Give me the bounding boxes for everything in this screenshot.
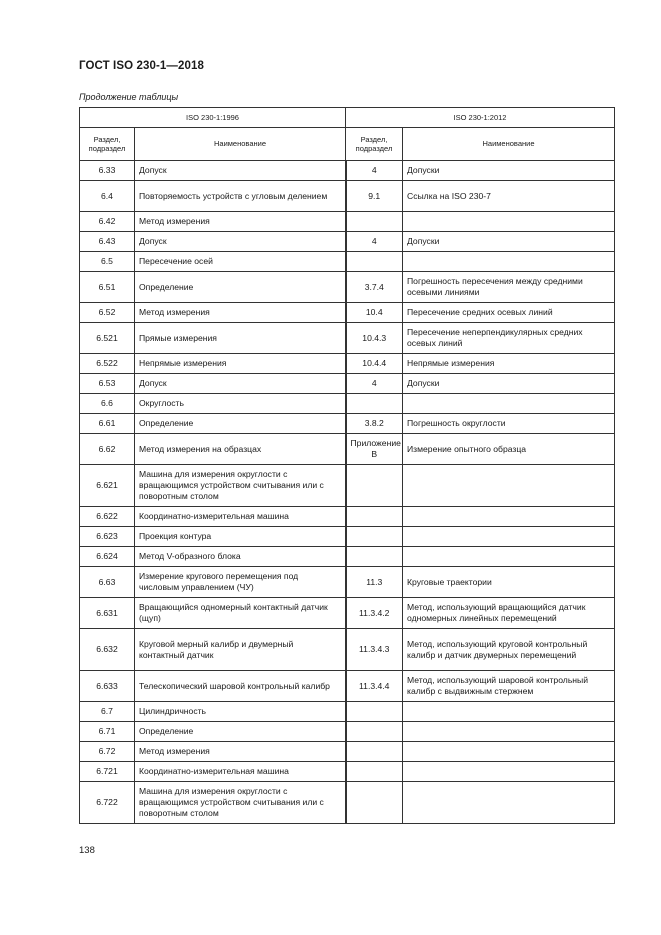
- group-header-2012: ISO 230-1:2012: [346, 108, 615, 128]
- cell-name-1996: Определение: [135, 722, 346, 742]
- cell-name-1996: Метод V-образного блока: [135, 547, 346, 567]
- cell-section-1996: 6.624: [80, 547, 135, 567]
- cell-name-1996: Измерение кругового перемещения под числовым управлением (ЧУ): [135, 567, 346, 598]
- column-header-section-1996: Раздел, подраздел: [80, 128, 135, 161]
- cell-section-1996: 6.622: [80, 507, 135, 527]
- cell-section-2012: 10.4: [346, 303, 403, 323]
- cell-name-2012: [403, 702, 615, 722]
- cell-name-2012: Непрямые измерения: [403, 354, 615, 374]
- table-row: [80, 161, 615, 181]
- cell-section-2012: 3.8.2: [346, 414, 403, 434]
- cell-name-1996: Круговой мерный калибр и двумерный контактный датчик: [135, 629, 346, 671]
- cell-name-2012: [403, 782, 615, 824]
- table-row: [80, 465, 615, 507]
- cell-section-1996: 6.632: [80, 629, 135, 671]
- table-row: [80, 212, 615, 232]
- cell-name-1996: Метод измерения: [135, 212, 346, 232]
- cell-name-2012: [403, 762, 615, 782]
- cell-section-2012: [346, 507, 403, 527]
- table-row: [80, 232, 615, 252]
- group-header-1996: ISO 230-1:1996: [80, 108, 346, 128]
- cell-section-1996: 6.621: [80, 465, 135, 507]
- table-row: [80, 671, 615, 702]
- cell-section-2012: 11.3.4.4: [346, 671, 403, 702]
- table-row: [80, 762, 615, 782]
- cell-section-2012: 3.7.4: [346, 272, 403, 303]
- cell-section-2012: 11.3.4.3: [346, 629, 403, 671]
- cell-name-1996: Машина для измерения округлости с вращающимся устройством считывания или с поворотным столом: [135, 782, 346, 824]
- cell-section-2012: [346, 702, 403, 722]
- cell-section-2012: [346, 722, 403, 742]
- cell-section-2012: [346, 252, 403, 272]
- table-row: [80, 782, 615, 824]
- column-header-section-2012: Раздел, подраздел: [346, 128, 403, 161]
- table-row: [80, 323, 615, 354]
- cell-name-1996: Координатно-измерительная машина: [135, 507, 346, 527]
- page-number: 138: [79, 845, 95, 856]
- table-row: [80, 598, 615, 629]
- cell-name-1996: Прямые измерения: [135, 323, 346, 354]
- cell-name-2012: [403, 722, 615, 742]
- cell-name-1996: Допуск: [135, 232, 346, 252]
- cell-section-1996: 6.7: [80, 702, 135, 722]
- cell-name-1996: Метод измерения: [135, 742, 346, 762]
- cell-name-1996: Машина для измерения округлости с вращающимся устройством считывания или с поворотным столом: [135, 465, 346, 507]
- table-row: [80, 567, 615, 598]
- cell-section-1996: 6.62: [80, 434, 135, 465]
- cell-section-2012: [346, 394, 403, 414]
- cell-name-2012: Допуски: [403, 161, 615, 181]
- cell-name-1996: Определение: [135, 272, 346, 303]
- cell-name-2012: [403, 252, 615, 272]
- cell-section-2012: [346, 782, 403, 824]
- cell-name-2012: Погрешность округлости: [403, 414, 615, 434]
- column-header-name-2012: Наименование: [403, 128, 615, 161]
- cell-section-2012: [346, 762, 403, 782]
- cell-name-1996: Определение: [135, 414, 346, 434]
- table-row: [80, 414, 615, 434]
- cell-section-2012: 11.3: [346, 567, 403, 598]
- comparison-table: [79, 107, 615, 824]
- cell-section-1996: 6.522: [80, 354, 135, 374]
- table-row: [80, 181, 615, 212]
- cell-name-1996: Допуск: [135, 374, 346, 394]
- cell-name-2012: Измерение опытного образца: [403, 434, 615, 465]
- cell-section-1996: 6.521: [80, 323, 135, 354]
- cell-section-1996: 6.53: [80, 374, 135, 394]
- column-header-name-1996: Наименование: [135, 128, 346, 161]
- cell-section-2012: 10.4.3: [346, 323, 403, 354]
- cell-name-2012: Круговые траектории: [403, 567, 615, 598]
- cell-section-2012: [346, 212, 403, 232]
- cell-section-2012: 11.3.4.2: [346, 598, 403, 629]
- cell-section-1996: 6.43: [80, 232, 135, 252]
- cell-section-2012: 9.1: [346, 181, 403, 212]
- cell-name-1996: Вращающийся одномерный контактный датчик (щуп): [135, 598, 346, 629]
- cell-name-2012: [403, 465, 615, 507]
- cell-name-2012: [403, 527, 615, 547]
- table-row: [80, 394, 615, 414]
- cell-name-2012: Допуски: [403, 374, 615, 394]
- cell-name-1996: Координатно-измерительная машина: [135, 762, 346, 782]
- table-row: [80, 272, 615, 303]
- table-caption: Продолжение таблицы: [79, 92, 179, 102]
- cell-name-1996: Пересечение осей: [135, 252, 346, 272]
- cell-section-1996: 6.63: [80, 567, 135, 598]
- cell-section-1996: 6.72: [80, 742, 135, 762]
- cell-section-2012: [346, 547, 403, 567]
- cell-section-1996: 6.5: [80, 252, 135, 272]
- cell-section-1996: 6.623: [80, 527, 135, 547]
- cell-name-2012: Пересечение средних осевых линий: [403, 303, 615, 323]
- cell-name-1996: Проекция контура: [135, 527, 346, 547]
- cell-name-1996: Повторяемость устройств с угловым делением: [135, 181, 346, 212]
- table-row: [80, 722, 615, 742]
- cell-section-2012: [346, 527, 403, 547]
- cell-name-2012: Пересечение неперпендикулярных средних осевых линий: [403, 323, 615, 354]
- cell-name-1996: Допуск: [135, 161, 346, 181]
- cell-name-2012: Метод, использующий круговой контрольный калибр и датчик двумерных перемещений: [403, 629, 615, 671]
- cell-name-1996: Метод измерения на образцах: [135, 434, 346, 465]
- cell-section-2012: 4: [346, 374, 403, 394]
- cell-section-1996: 6.71: [80, 722, 135, 742]
- cell-name-1996: Округлость: [135, 394, 346, 414]
- cell-section-2012: 4: [346, 232, 403, 252]
- table-row: [80, 547, 615, 567]
- cell-name-1996: Непрямые измерения: [135, 354, 346, 374]
- cell-name-1996: Метод измерения: [135, 303, 346, 323]
- table-row: [80, 434, 615, 465]
- cell-section-1996: 6.4: [80, 181, 135, 212]
- table-row: [80, 742, 615, 762]
- cell-name-2012: Метод, использующий вращающийся датчик одномерных линейных перемещений: [403, 598, 615, 629]
- cell-section-1996: 6.52: [80, 303, 135, 323]
- cell-name-1996: Цилиндричность: [135, 702, 346, 722]
- cell-name-2012: [403, 212, 615, 232]
- table-row: [80, 303, 615, 323]
- cell-name-2012: [403, 547, 615, 567]
- cell-name-2012: [403, 507, 615, 527]
- cell-name-2012: Метод, использующий шаровой контрольный калибр с выдвижным стержнем: [403, 671, 615, 702]
- cell-section-1996: 6.631: [80, 598, 135, 629]
- table-row: [80, 507, 615, 527]
- cell-section-1996: 6.42: [80, 212, 135, 232]
- cell-section-2012: [346, 465, 403, 507]
- page-title: ГОСТ ISO 230-1—2018: [79, 60, 204, 72]
- cell-section-1996: 6.722: [80, 782, 135, 824]
- cell-name-1996: Телескопический шаровой контрольный калибр: [135, 671, 346, 702]
- cell-section-2012: [346, 742, 403, 762]
- cell-section-2012: Приложение В: [346, 434, 403, 465]
- cell-section-2012: 10.4.4: [346, 354, 403, 374]
- cell-section-2012: 4: [346, 161, 403, 181]
- cell-section-1996: 6.51: [80, 272, 135, 303]
- table-row: [80, 354, 615, 374]
- cell-name-2012: Ссылка на ISO 230-7: [403, 181, 615, 212]
- cell-section-1996: 6.633: [80, 671, 135, 702]
- cell-name-2012: Погрешность пересечения между средними осевыми линиями: [403, 272, 615, 303]
- cell-name-2012: [403, 742, 615, 762]
- cell-name-2012: [403, 394, 615, 414]
- cell-section-1996: 6.61: [80, 414, 135, 434]
- table-row: [80, 374, 615, 394]
- cell-section-1996: 6.33: [80, 161, 135, 181]
- cell-section-1996: 6.721: [80, 762, 135, 782]
- cell-section-1996: 6.6: [80, 394, 135, 414]
- table-row: [80, 629, 615, 671]
- cell-name-2012: Допуски: [403, 232, 615, 252]
- table-row: [80, 252, 615, 272]
- table-row: [80, 702, 615, 722]
- table-row: [80, 527, 615, 547]
